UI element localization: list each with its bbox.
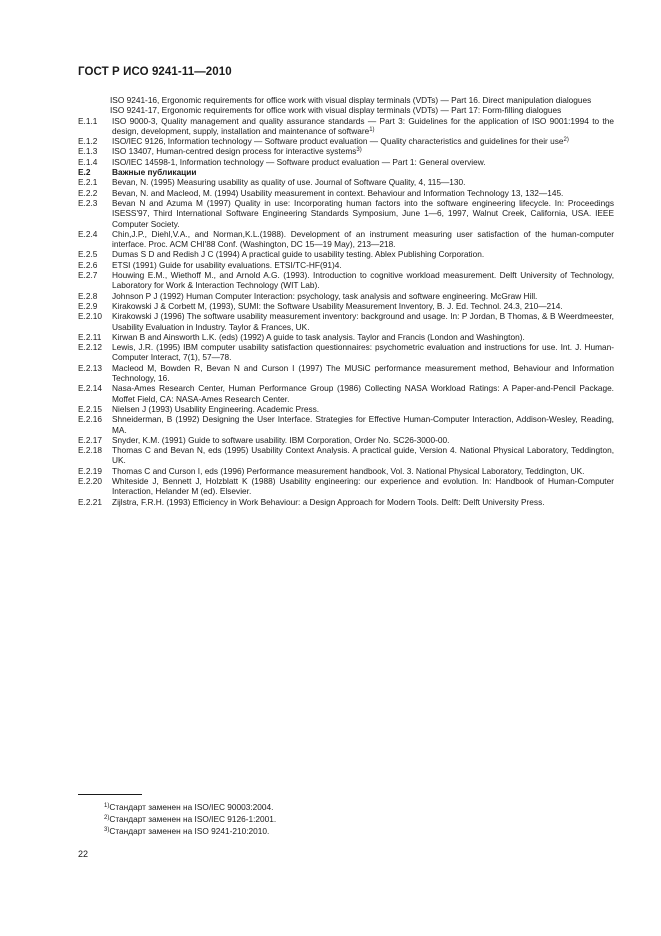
footnotes bbox=[104, 801, 276, 837]
publication-number: E.2.20 bbox=[78, 475, 102, 486]
standard-number: E.1.2 bbox=[78, 136, 98, 147]
footnote-text: Стандарт заменен на ISO/IEC 90003:2004. bbox=[109, 802, 274, 812]
publication-row bbox=[78, 414, 614, 435]
footnote-ref: 1) bbox=[369, 126, 375, 133]
publication-row bbox=[78, 260, 614, 270]
publication-text: Lewis, J.R. (1995) IBM computer usability satisfaction questionnaires: psychometric evaluation and instructions for use. Int. J. Human-Computer Interact, 7(1), 57—78. bbox=[112, 342, 614, 363]
publication-number: E.2.21 bbox=[78, 496, 102, 507]
publication-number: E.2.14 bbox=[78, 383, 102, 394]
publication-number: E.2.13 bbox=[78, 362, 102, 373]
page-number: 22 bbox=[78, 849, 89, 859]
standard-number: E.1.3 bbox=[78, 146, 98, 157]
footnote-ref: 2) bbox=[563, 137, 569, 144]
publication-number: E.2.16 bbox=[78, 414, 102, 425]
footnote bbox=[104, 825, 276, 837]
footnote bbox=[104, 801, 276, 813]
publication-text: Houwing E.M., Wiethoff M., and Arnold A.G. (1993). Introduction to cognitive workload measurement. Delft University of Technology, Laboratory for Work & Interaction Technology (WIT Lab). bbox=[112, 270, 614, 291]
publication-row bbox=[78, 291, 614, 301]
standard-text: ISO 13407, Human-centred design process for interactive systems bbox=[112, 146, 357, 157]
publication-row bbox=[78, 229, 614, 250]
standard-row bbox=[78, 146, 614, 156]
footnote-ref: 3) bbox=[356, 147, 362, 154]
publication-list bbox=[78, 177, 614, 507]
publication-text: Bevan, N. (1995) Measuring usability as quality of use. Journal of Software Quality, 4, 115—130. bbox=[112, 177, 466, 188]
publication-row bbox=[78, 497, 614, 507]
reference-iso-9241-16: ISO 9241-16, Ergonomic requirements for office work with visual display terminals (VDTs) — Part 16. Direct manipulation dialogues bbox=[110, 95, 592, 105]
publication-number: E.2.15 bbox=[78, 403, 102, 414]
footnote-text: Стандарт заменен на ISO/IEC 9126-1:2001. bbox=[109, 814, 277, 824]
document-body bbox=[78, 95, 614, 507]
publication-row bbox=[78, 383, 614, 404]
standard-row bbox=[78, 136, 614, 146]
section-number: E.2 bbox=[78, 167, 91, 178]
publication-number: E.2.18 bbox=[78, 445, 102, 456]
standard-text: ISO/IEC 14598-1, Information technology — Software product evaluation — Part 1: General overview. bbox=[112, 156, 486, 167]
publication-row bbox=[78, 270, 614, 291]
standard-number: E.1.1 bbox=[78, 115, 98, 126]
standard-row bbox=[78, 116, 614, 137]
publication-text: Kirwan B and Ainsworth L.K. (eds) (1992) A guide to task analysis. Taylor and Francis (London and Washington). bbox=[112, 331, 525, 342]
publication-number: E.2.10 bbox=[78, 311, 102, 322]
footnote bbox=[104, 813, 276, 825]
publication-text: Macleod M, Bowden R, Bevan N and Curson I (1997) The MUSiC performance measurement method, Behaviour and Information Technology, 16. bbox=[112, 362, 614, 384]
publication-text: Bevan N and Azuma M (1997) Quality in use: Incorporating human factors into the software engineering lifecycle. In: Proceedings ISESS'97, Third International Software Engineering Standards Symposium, June 1—6, 1997, Walnut Creek, California, USA. IEEE Computer Society. bbox=[112, 197, 614, 229]
publication-number: E.2.5 bbox=[78, 249, 98, 260]
publication-text: Zijlstra, F.R.H. (1993) Efficiency in Work Behaviour: a Design Approach for Modern Tools. Delft: Delft University Press. bbox=[112, 496, 545, 507]
publication-text: Nasa-Ames Research Center, Human Performance Group (1986) Collecting NASA Workload Ratings: A Paper-and-Pencil Package. Moffet Field, CA: NASA-Ames Research Center. bbox=[112, 383, 614, 404]
standard-text: ISO 9000-3, Quality management and quality assurance standards — Part 3: Guidelines for the application of ISO 9001:1994 to the design, development, supply, installation and maintenance of software bbox=[112, 115, 614, 136]
publication-number: E.2.11 bbox=[78, 331, 102, 342]
page-header: ГОСТ Р ИСО 9241-11—2010 bbox=[78, 66, 232, 78]
publication-row bbox=[78, 198, 614, 229]
publication-number: E.2.8 bbox=[78, 290, 98, 301]
publication-text: Kirakowski J & Corbett M, (1993), SUMI: the Software Usability Measurement Inventory, B. J. Ed. Technol. 24.3, 210—214. bbox=[112, 300, 563, 311]
publication-row bbox=[78, 301, 614, 311]
section-heading bbox=[78, 167, 614, 177]
publication-row bbox=[78, 466, 614, 476]
publication-row bbox=[78, 249, 614, 259]
publication-number: E.2.6 bbox=[78, 259, 98, 270]
publication-text: Shneiderman, B (1992) Designing the User Interface. Strategies for Effective Human-Computer Interaction, Addison-Wesley, Reading, MA. bbox=[112, 414, 614, 435]
publication-row bbox=[78, 332, 614, 342]
publication-row bbox=[78, 311, 614, 332]
publication-text: Whiteside J, Bennett J, Holzblatt K (1988) Usability engineering: our experience and evolution. In: Handbook of Human-Computer Interaction, Helander M (ed). Elsevier. bbox=[112, 475, 614, 497]
publication-text: Chin,J.P., Diehl,V.A., and Norman,K.L.(1988). Development of an instrument measuring user satisfaction of the human-computer interface. Proc. ACM CHI'88 Conf. (Washington, DC 15—19 May), 213—218. bbox=[112, 228, 614, 250]
publication-number: E.2.9 bbox=[78, 300, 98, 311]
footnote-mark: 3) bbox=[104, 827, 110, 833]
footnote-separator bbox=[78, 794, 142, 795]
publication-row bbox=[78, 342, 614, 363]
publication-number: E.2.17 bbox=[78, 434, 102, 445]
publication-row bbox=[78, 476, 614, 497]
publication-number: E.2.12 bbox=[78, 342, 102, 353]
publication-row bbox=[78, 363, 614, 384]
publication-text: Thomas C and Bevan N, eds (1995) Usability Context Analysis. A practical guide, Version 4. National Physical Laboratory, Teddington, UK. bbox=[112, 445, 614, 466]
publication-row bbox=[78, 404, 614, 414]
footnote-mark: 1) bbox=[104, 803, 110, 809]
publication-number: E.2.1 bbox=[78, 177, 98, 188]
publication-text: Snyder, K.M. (1991) Guide to software usability. IBM Corporation, Order No. SC26-3000-00. bbox=[112, 434, 450, 445]
section-title: Важные публикации bbox=[112, 167, 197, 178]
publication-text: Nielsen J (1993) Usability Engineering. Academic Press. bbox=[112, 403, 320, 414]
publication-row bbox=[78, 445, 614, 466]
publication-number: E.2.4 bbox=[78, 228, 98, 239]
publication-number: E.2.19 bbox=[78, 465, 102, 476]
publication-row bbox=[78, 435, 614, 445]
publication-text: Kirakowski J (1996) The software usability measurement inventory: background and usage. In: P Jordan, B Thomas, & B Weerdmeester, Usability Evaluation in Industry. Taylor & Frances, UK. bbox=[112, 311, 614, 332]
reference-iso-9241-17: ISO 9241-17, Ergonomic requirements for office work with visual display terminals (VDTs) — Part 17: Form-filling dialogues bbox=[110, 105, 562, 116]
publication-number: E.2.7 bbox=[78, 270, 98, 281]
publication-text: Thomas C and Curson I, eds (1996) Performance measurement handbook, Vol. 3. National Physical Laboratory, Teddington, UK. bbox=[112, 465, 585, 476]
publication-text: Johnson P J (1992) Human Computer Interaction: psychology, task analysis and software engineering. McGraw Hill. bbox=[112, 290, 538, 301]
publication-row bbox=[78, 188, 614, 198]
footnote-mark: 2) bbox=[104, 815, 110, 821]
publication-text: Bevan, N. and Macleod, M. (1994) Usability measurement in context. Behaviour and Information Technology 13, 132—145. bbox=[112, 187, 564, 198]
publication-number: E.2.2 bbox=[78, 187, 98, 198]
standard-row bbox=[78, 157, 614, 167]
footnote-text: Стандарт заменен на ISO 9241-210:2010. bbox=[109, 826, 270, 836]
standard-text: ISO/IEC 9126, Information technology — Software product evaluation — Quality characteristics and guidelines for their use bbox=[112, 136, 564, 147]
publication-row bbox=[78, 177, 614, 187]
publication-text: Dumas S D and Redish J C (1994) A practical guide to usability testing. Ablex Publishing Corporation. bbox=[112, 249, 485, 260]
publication-number: E.2.3 bbox=[78, 197, 98, 208]
publication-text: ETSI (1991) Guide for usability evaluations. ETSI/TC-HF(91)4. bbox=[112, 259, 342, 270]
standard-number: E.1.4 bbox=[78, 156, 98, 167]
